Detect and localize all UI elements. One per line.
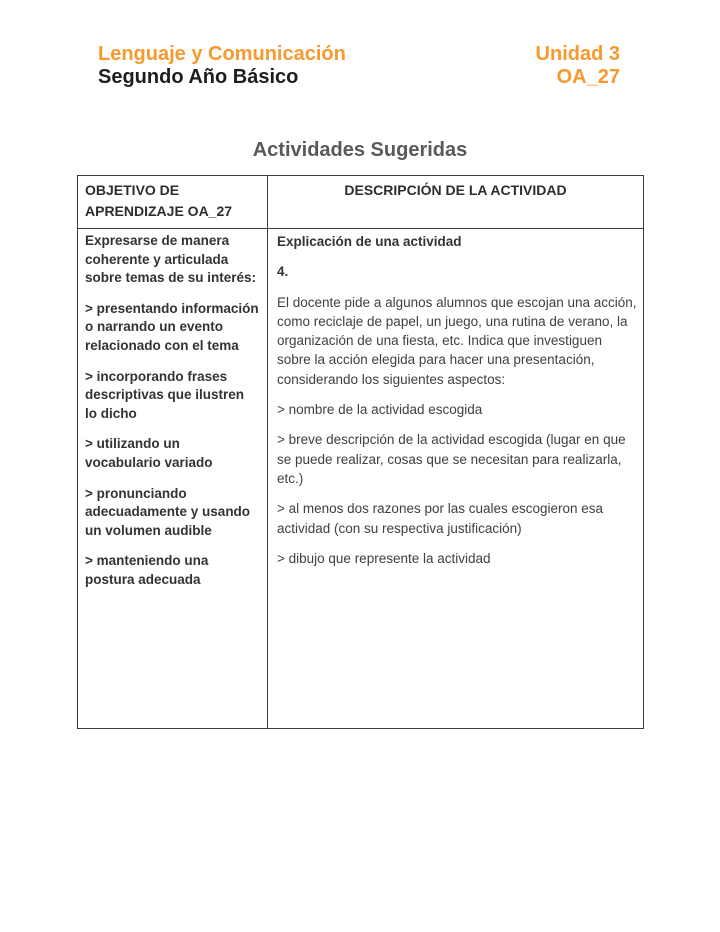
table-body-row [78, 229, 644, 729]
objective-bullet-5: > manteniendo una postura adecuada [85, 553, 209, 587]
subject-title: Lenguaje y Comunicación [98, 43, 346, 65]
activities-table [77, 175, 644, 729]
document-title: Actividades Sugeridas [252, 139, 468, 161]
oa-code-label: OA_27 [556, 66, 620, 88]
description-cell [268, 229, 644, 729]
header-left [98, 43, 346, 89]
header-right [536, 43, 620, 89]
description-column-header: DESCRIPCIÓN DE LA ACTIVIDAD [268, 176, 644, 229]
objective-bullet-4: > pronunciando adecuadamente y usando un volumen audible [85, 485, 251, 538]
grade-subtitle: Segundo Año Básico [98, 66, 299, 88]
objective-intro: Expresarse de manera coherente y articulada sobre temas de su interés: [85, 233, 257, 286]
page-header [98, 43, 620, 89]
activity-heading: Explicación de una actividad [277, 234, 462, 249]
activity-bullet-1: > nombre de la actividad escogida [277, 402, 483, 418]
table-header-row [78, 176, 644, 229]
activity-description: El docente pide a algunos alumnos que escojan una acción, como reciclaje de papel, un juego, una rutina de verano, la organización de una fiesta, etc. Indica que investiguen sobre la acción elegida para hacer una presentación, considerando los siguientes aspectos: [277, 294, 637, 387]
activity-bullet-2: > breve descripción de la actividad escogida (lugar en que se puede realizar, cosas que se necesitan para realizarla, etc.) [277, 432, 626, 486]
objective-bullet-1: > presentando información o narrando un evento relacionado con el tema [85, 300, 259, 353]
unit-label: Unidad 3 [535, 43, 620, 65]
activity-bullet-4: > dibujo que represente la actividad [277, 550, 491, 566]
objective-bullet-2: > incorporando frases descriptivas que ilustren lo dicho [85, 368, 245, 421]
activity-bullet-3: > al menos dos razones por las cuales escogieron esa actividad (con su respectiva justificación) [277, 501, 604, 536]
activity-number: 4. [277, 264, 289, 280]
objective-bullet-3: > utilizando un vocabulario variado [85, 436, 213, 470]
objective-cell [78, 229, 268, 729]
objective-column-header: OBJETIVO DE APRENDIZAJE OA_27 [78, 176, 268, 229]
